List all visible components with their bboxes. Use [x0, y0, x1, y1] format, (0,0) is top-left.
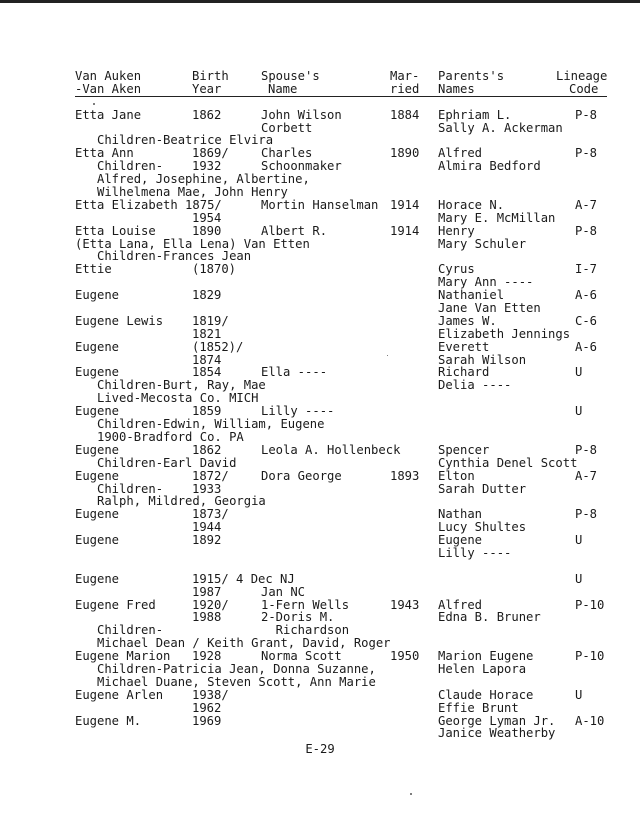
entry-birth-year: 1987: [192, 584, 222, 599]
entry-name: Eugene: [75, 404, 120, 419]
table-row: [0, 199, 640, 212]
entry-spouse: John Wilson: [261, 107, 342, 122]
entry-parents: Mary E. McMillan: [438, 210, 556, 225]
table-row: [0, 186, 640, 199]
entry-birth-year: 1829: [192, 288, 222, 303]
scan-speck: [93, 103, 95, 105]
scan-speck: [387, 355, 388, 356]
entry-rows: [0, 109, 640, 741]
entry-birth-year: 1954: [192, 210, 222, 225]
header-spouse-2: Name: [268, 81, 298, 96]
entry-parents: Sally A. Ackerman: [438, 120, 563, 135]
entry-spouse: Jan NC: [261, 584, 306, 599]
entry-birth-year: 1915/ 4 Dec NJ: [192, 571, 295, 586]
entry-birth-year: 1969: [192, 713, 222, 728]
table-row: [0, 508, 640, 521]
entry-lineage-code: C-6: [575, 313, 598, 328]
entry-parents: Sarah Wilson: [438, 352, 527, 367]
table-row: [0, 341, 640, 354]
entry-name: Eugene: [75, 507, 120, 522]
table-row: [0, 676, 640, 689]
table-row: [0, 444, 640, 457]
table-row: [0, 727, 640, 740]
entry-spouse: Corbett: [261, 120, 313, 135]
entry-name: Etta Elizabeth 1875/: [75, 197, 222, 212]
entry-parents: George Lyman Jr.: [438, 713, 556, 728]
entry-name: 1900-Bradford Co. PA: [75, 429, 244, 444]
entry-parents: Everett: [438, 339, 490, 354]
table-row: [0, 586, 640, 599]
entry-parents: Alfred: [438, 146, 483, 161]
header-lineage-2: Code: [569, 81, 599, 96]
entry-name: Eugene Fred: [75, 597, 156, 612]
entry-name: Etta Ann: [75, 146, 134, 161]
entry-parents: Claude Horace: [438, 687, 534, 702]
entry-spouse: Richardson: [261, 623, 350, 638]
entry-parents: Edna B. Bruner: [438, 610, 541, 625]
entry-lineage-code: U: [575, 687, 583, 702]
entry-parents: Lucy Shultes: [438, 520, 527, 535]
entry-parents: Eugene: [438, 533, 483, 548]
entry-birth-year: 1862: [192, 107, 222, 122]
entry-parents: Horace N.: [438, 197, 505, 212]
entry-parents: Janice Weatherby: [438, 726, 556, 741]
entry-name: Eugene: [75, 442, 120, 457]
entry-birth-year: 1862: [192, 442, 222, 457]
table-row: [0, 457, 640, 470]
entry-lineage-code: I-7: [575, 262, 598, 277]
entry-parents: Jane Van Etten: [438, 301, 541, 316]
entry-name: Ralph, Mildred, Georgia: [75, 494, 266, 509]
entry-lineage-code: P-10: [575, 597, 605, 612]
table-row: [0, 689, 640, 702]
entry-parents: Mary Schuler: [438, 236, 527, 251]
header-spacer: [0, 96, 640, 109]
header-birth: Birth: [192, 69, 229, 83]
entry-name: Children-: [75, 481, 164, 496]
entry-name: Etta Louise: [75, 223, 156, 238]
table-row: [0, 663, 640, 676]
entry-birth-year: 1874: [192, 352, 222, 367]
entry-parents: Cyrus: [438, 262, 475, 277]
entry-name: Wilhelmena Mae, John Henry: [75, 185, 288, 200]
entry-parents: Richard: [438, 365, 490, 380]
table-row: [0, 431, 640, 444]
entry-parents: Delia ----: [438, 378, 512, 393]
entry-birth-year: 1819/: [192, 313, 229, 328]
entry-parents: Sarah Dutter: [438, 481, 527, 496]
page-number: E-29: [305, 742, 335, 756]
entry-spouse: Lilly ----: [261, 404, 335, 419]
table-row: [0, 470, 640, 483]
entry-name: Children-Frances Jean: [75, 249, 252, 264]
table-row: [0, 263, 640, 276]
entry-name: Ettie: [75, 262, 112, 277]
entry-parents: Nathaniel: [438, 288, 505, 303]
table-row: [0, 418, 640, 431]
entry-parents: James W.: [438, 313, 497, 328]
entry-spouse: 1-Fern Wells: [261, 597, 350, 612]
entry-married-year: 1914: [390, 223, 420, 238]
entry-birth-year: 1892: [192, 533, 222, 548]
table-row: [0, 534, 640, 547]
entry-name: Children-Beatrice Elvira: [75, 133, 274, 148]
entry-birth-year: 1873/: [192, 507, 229, 522]
entry-parents: Elizabeth Jennings: [438, 326, 571, 341]
entry-name: Eugene Arlen: [75, 687, 164, 702]
entry-name: Children-: [75, 623, 164, 638]
entry-name: Children-Edwin, William, Eugene: [75, 417, 325, 432]
entry-name: Alfred, Josephine, Albertine,: [75, 172, 310, 187]
header-underline: [75, 96, 607, 97]
table-row: [0, 302, 640, 315]
scan-speck: [410, 793, 412, 795]
entry-name: Michael Dean / Keith Grant, David, Roger: [75, 636, 391, 651]
header-parents: Parents's: [438, 69, 505, 83]
entry-spouse: Schoonmaker: [261, 159, 342, 174]
entry-lineage-code: P-8: [575, 223, 598, 238]
entry-birth-year: 1890: [192, 223, 222, 238]
entry-married-year: 1890: [390, 146, 420, 161]
header-birth-2: Year: [192, 81, 222, 96]
top-border-rule: [0, 0, 640, 3]
table-row: [0, 289, 640, 302]
entry-birth-year: 1988: [192, 610, 222, 625]
entry-parents: Elton: [438, 468, 475, 483]
entry-lineage-code: A-7: [575, 197, 598, 212]
entry-parents: Spencer: [438, 442, 490, 457]
header-married-2: ried: [390, 81, 420, 96]
entry-name: Eugene Marion: [75, 649, 171, 664]
table-row: [0, 328, 640, 341]
entry-spouse: Leola A. Hollenbeck: [261, 442, 401, 457]
entry-name: Eugene: [75, 571, 120, 586]
entry-spouse: Norma Scott: [261, 649, 342, 664]
header-spouse: Spouse's: [261, 69, 320, 83]
entry-birth-year: (1852)/: [192, 339, 244, 354]
entry-lineage-code: A-6: [575, 288, 598, 303]
entry-lineage-code: U: [575, 533, 583, 548]
entry-name: Children-: [75, 159, 164, 174]
entry-parents: Alfred: [438, 597, 483, 612]
entry-spouse: Mortin Hanselman: [261, 197, 379, 212]
header-lineage: Lineage: [556, 69, 608, 83]
entry-lineage-code: U: [575, 571, 583, 586]
entry-name: Michael Duane, Steven Scott, Ann Marie: [75, 674, 376, 689]
entry-birth-year: 1932: [192, 159, 222, 174]
entry-lineage-code: A-10: [575, 713, 605, 728]
entry-name: Children-Burt, Ray, Mae: [75, 378, 266, 393]
genealogy-table: [0, 70, 640, 740]
entry-married-year: 1893: [390, 468, 420, 483]
entry-parents: Effie Brunt: [438, 700, 519, 715]
entry-name: Children-Earl David: [75, 455, 237, 470]
entry-birth-year: 1962: [192, 700, 222, 715]
entry-spouse: Ella ----: [261, 365, 328, 380]
entry-lineage-code: P-8: [575, 146, 598, 161]
entry-name: Eugene: [75, 288, 120, 303]
entry-name: Eugene Lewis: [75, 313, 164, 328]
entry-lineage-code: P-8: [575, 507, 598, 522]
entry-name: Lived-Mecosta Co. MICH: [75, 391, 259, 406]
entry-spouse: Albert R.: [261, 223, 328, 238]
entry-lineage-code: P-10: [575, 649, 605, 664]
entry-parents: Marion Eugene: [438, 649, 534, 664]
entry-parents: Ephriam L.: [438, 107, 512, 122]
entry-name: Eugene: [75, 365, 120, 380]
header-name-2: -Van Aken: [75, 81, 142, 96]
entry-married-year: 1950: [390, 649, 420, 664]
entry-parents: Cynthia Denel Scott: [438, 455, 578, 470]
entry-name: Eugene: [75, 339, 120, 354]
header-row-2: [0, 83, 640, 96]
entry-birth-year: 1854: [192, 365, 222, 380]
entry-parents: Mary Ann ----: [438, 275, 534, 290]
entry-lineage-code: U: [575, 404, 583, 419]
entry-married-year: 1884: [390, 107, 420, 122]
entry-lineage-code: P-8: [575, 442, 598, 457]
table-row: [0, 547, 640, 560]
entry-birth-year: (1870): [192, 262, 237, 277]
blank-line: [0, 560, 640, 573]
header-name: Van Auken: [75, 69, 142, 83]
header-parents-2: Names: [438, 81, 475, 96]
entry-birth-year: 1859: [192, 404, 222, 419]
entry-name: Eugene: [75, 533, 120, 548]
table-row: [0, 109, 640, 122]
entry-name: Etta Jane: [75, 107, 142, 122]
header-married: Mar-: [390, 69, 420, 83]
entry-parents: Nathan: [438, 507, 483, 522]
table-row: [0, 702, 640, 715]
entry-parents: Almira Bedford: [438, 159, 541, 174]
entry-birth-year: 1821: [192, 326, 222, 341]
table-row: [0, 573, 640, 586]
entry-lineage-code: U: [575, 365, 583, 380]
entry-birth-year: 1872/: [192, 468, 229, 483]
entry-birth-year: 1938/: [192, 687, 229, 702]
entry-name: (Etta Lana, Ella Lena) Van Etten: [75, 236, 310, 251]
entry-name: Eugene M.: [75, 713, 142, 728]
entry-lineage-code: P-8: [575, 107, 598, 122]
entry-married-year: 1943: [390, 597, 420, 612]
table-row: [0, 315, 640, 328]
table-row: [0, 212, 640, 225]
entry-name: Children-Patricia Jean, Donna Suzanne,: [75, 661, 376, 676]
entry-married-year: 1914: [390, 197, 420, 212]
entry-spouse: Charles: [261, 146, 313, 161]
entry-parents: Helen Lapora: [438, 661, 527, 676]
entry-lineage-code: A-6: [575, 339, 598, 354]
entry-birth-year: 1928: [192, 649, 222, 664]
entry-birth-year: 1944: [192, 520, 222, 535]
entry-spouse: 2-Doris M.: [261, 610, 335, 625]
entry-lineage-code: A-7: [575, 468, 598, 483]
entry-birth-year: 1933: [192, 481, 222, 496]
entry-birth-year: 1869/: [192, 146, 229, 161]
entry-parents: Lilly ----: [438, 545, 512, 560]
entry-birth-year: 1920/: [192, 597, 229, 612]
entry-parents: Henry: [438, 223, 475, 238]
entry-name: Eugene: [75, 468, 120, 483]
header-row-1: [0, 70, 640, 83]
table-row: [0, 225, 640, 238]
entry-spouse: Dora George: [261, 468, 342, 483]
